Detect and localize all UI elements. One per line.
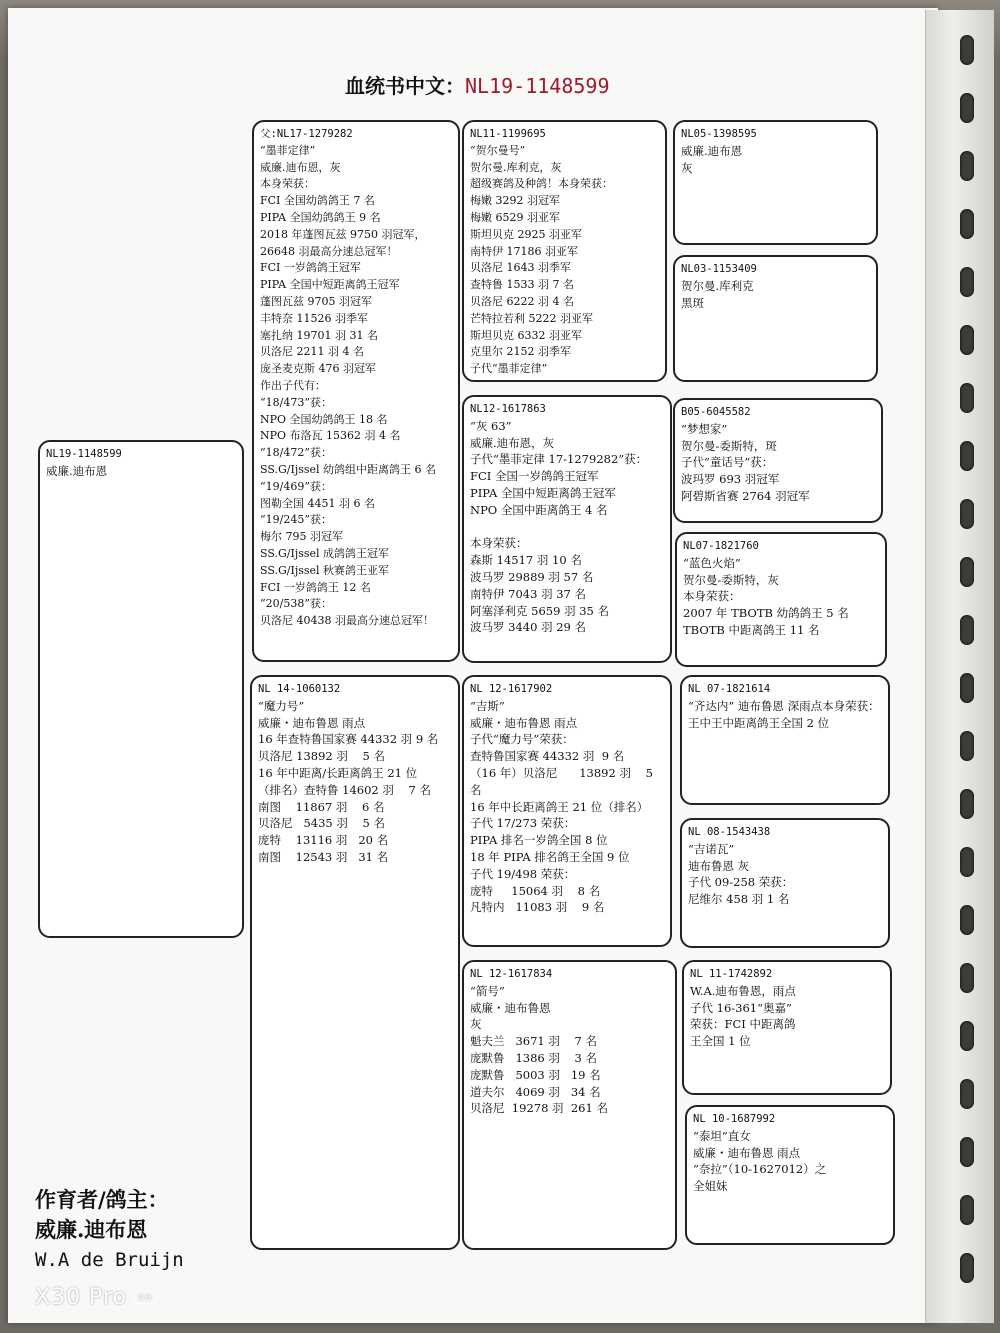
pedigree-line: 威廉.迪布恩，灰 [260, 160, 341, 174]
camera-watermark [35, 1285, 158, 1310]
pedigree-line: 贺尔曼.库利克 [681, 278, 754, 293]
pedigree-line: 贝洛尼 5435 羽 5 名 [258, 816, 385, 831]
pedigree-line: 16 年中长距离鸽王 21 位（排名） [470, 799, 649, 814]
pedigree-line: 蓬图瓦兹 9705 羽冠军 [260, 294, 372, 308]
pedigree-line: 庞圣麦克斯 476 羽冠军 [260, 362, 376, 376]
pedigree-line: “奈拉”（10-1627012）之 [693, 1162, 827, 1177]
pedigree-line: SS.G/Ijssel 幼鸽组中距离鸽王 6 名 [260, 462, 437, 476]
pedigree-line: 丰特奈 11526 羽季军 [260, 311, 368, 325]
camera-model: X30 Pro [35, 1285, 127, 1310]
pedigree-line: 2007 年 TBOTB 幼鸽鸽王 5 名 [683, 606, 849, 621]
binder-hole [960, 151, 974, 181]
network-badge: 5G [133, 1292, 158, 1304]
pedigree-line: 波马罗 3440 羽 29 名 [470, 620, 587, 635]
pedigree-line: TBOTB 中距离鸽王 11 名 [683, 622, 820, 637]
dam-sire-dam-box [680, 818, 890, 948]
pedigree-line: 查特鲁 1533 羽 7 名 [470, 278, 574, 292]
pedigree-line: 贝洛尼 1643 羽季军 [470, 261, 571, 275]
pedigree-line: 子代“魔力号”荣获： [470, 732, 574, 747]
pedigree-line: “墨菲定律” [260, 143, 316, 157]
pedigree-line: 威廉・迪布鲁恩 [470, 1000, 551, 1015]
pedigree-line: （排名）查特鲁 14602 羽 7 名 [258, 782, 431, 797]
pedigree-line: “齐达内” 迪布鲁恩 深雨点本身荣获： [688, 698, 880, 713]
pedigree-line: 阿塞泽利克 5659 羽 35 名 [470, 603, 610, 618]
pedigree-line: 斯坦贝克 6332 羽亚军 [470, 328, 582, 342]
pedigree-line: “泰坦”直女 [693, 1128, 751, 1143]
pedigree-line: NPO 全国幼鸽鸽王 18 名 [260, 412, 388, 426]
binder-hole [960, 963, 974, 993]
binder-hole [960, 673, 974, 703]
pedigree-line: 图勒全国 4451 羽 6 名 [260, 496, 375, 510]
breeder-block [35, 1185, 255, 1275]
pedigree-line: 南图 11867 羽 6 名 [258, 799, 385, 814]
sire-dam-dam-box [675, 532, 887, 667]
pedigree-line: 子代“童话号”获： [681, 455, 774, 470]
pedigree-line: SS.G/Ijssel 秋赛鸽王亚军 [260, 563, 390, 577]
pedigree-line: “梦想家” [681, 421, 728, 436]
dam-sire-box [462, 675, 672, 947]
ring-number: NL 11-1742892 [690, 968, 773, 980]
pedigree-line: 全姐妹 [693, 1179, 728, 1194]
pedigree-line: 梅嫩 6529 羽亚军 [470, 210, 560, 224]
pedigree-line: 阿碧斯省赛 2764 羽冠军 [681, 488, 810, 503]
sire-box [252, 120, 460, 662]
pedigree-line: 威廉.迪布恩 [681, 143, 743, 158]
binder-hole [960, 1195, 974, 1225]
pedigree-line: 子代“墨菲定律 17-1279282”获： [470, 452, 648, 467]
pedigree-line: 塞扎纳 19701 羽 31 名 [260, 328, 378, 342]
binder-hole [960, 35, 974, 65]
pedigree-line: FCI 全国一岁鸽鸽王冠军 [470, 469, 599, 484]
pedigree-line: FCI 一岁鸽鸽王 12 名 [260, 580, 371, 594]
pedigree-line: 南图 12543 羽 31 名 [258, 849, 389, 864]
pedigree-line: 斯坦贝克 2925 羽亚军 [470, 227, 582, 241]
ring-number: NL19-1148599 [46, 448, 122, 460]
pedigree-line: 王中王中距离鸽王全国 2 位 [688, 715, 830, 730]
binder-hole [960, 441, 974, 471]
binder-hole [960, 267, 974, 297]
pedigree-line: 黑斑 [681, 295, 704, 310]
pedigree-line: “19/469”获： [260, 479, 332, 493]
pedigree-line: “箭号” [470, 983, 505, 998]
ring-number: NL05-1398595 [681, 128, 757, 140]
pedigree-line: 子代 16-361“奥嘉” [690, 1000, 792, 1015]
ring-number: 父:NL17-1279282 [260, 128, 353, 140]
pedigree-line: 威廉・迪布鲁恩 雨点 [258, 715, 366, 730]
pedigree-line: FCI 全国幼鸽鸽王 7 名 [260, 194, 375, 208]
pedigree-line: 威廉.迪布恩 [46, 463, 108, 478]
pedigree-line: 贺尔曼.库利克，灰 [470, 160, 562, 174]
pedigree-line: 荣获：FCI 中距离鸽 [690, 1017, 796, 1032]
binder-hole [960, 1137, 974, 1167]
pedigree-line: 威廉・迪布鲁恩 雨点 [693, 1145, 801, 1160]
pedigree-line: “贺尔曼号” [470, 143, 526, 157]
pedigree-line: 灰 [681, 160, 693, 175]
pedigree-line: 子代 09-258 荣获： [688, 875, 794, 890]
ring-number: NL 12-1617902 [470, 683, 553, 695]
breeder-name-latin: W.A de Bruijn [35, 1249, 184, 1271]
sire-sire-box [462, 120, 667, 382]
dam-dam-box [462, 960, 677, 1250]
pedigree-line: “19/245”获： [260, 513, 332, 527]
breeder-label: 作育者/鸽主： [35, 1187, 169, 1212]
pedigree-line: PIPA 全国中短距离鸽王冠军 [470, 485, 616, 500]
pedigree-line: 南特伊 7043 羽 37 名 [470, 586, 587, 601]
binder-hole [960, 1021, 974, 1051]
pedigree-line: “灰 63” [470, 418, 512, 433]
pedigree-line: 查特鲁国家赛 44332 羽 9 名 [470, 749, 625, 764]
pedigree-line: 波玛罗 693 羽冠军 [681, 472, 780, 487]
binder-hole [960, 1253, 974, 1283]
pedigree-line: “18/473”获： [260, 395, 332, 409]
pedigree-line: 18 年 PIPA 排名鸽王全国 9 位 [470, 849, 630, 864]
subject-box [38, 440, 244, 938]
breeder-name-cn: 威廉.迪布恩 [35, 1217, 148, 1242]
binder-hole [960, 383, 974, 413]
ring-number: NL 10-1687992 [693, 1113, 776, 1125]
binder-hole [960, 615, 974, 645]
pedigree-line: PIPA 全国中短距离鸽王冠军 [260, 278, 400, 292]
pedigree-line: FCI 一岁鸽鸽王冠军 [260, 261, 361, 275]
ring-number: NL12-1617863 [470, 403, 546, 415]
ring-number: NL 14-1060132 [258, 683, 341, 695]
binder-hole [960, 325, 974, 355]
pedigree-line: 贺尔曼-委斯特，灰 [683, 572, 779, 587]
pedigree-line: “蓝色火焰” [683, 555, 741, 570]
pedigree-line: 庞特 15064 羽 8 名 [470, 883, 601, 898]
pedigree-line: 本身荣获： [470, 536, 528, 551]
pedigree-line: 作出子代有： [260, 378, 326, 392]
sire-sire-sire-box [673, 120, 878, 245]
pedigree-line: 迪布鲁恩 灰 [688, 858, 750, 873]
binder-hole [960, 93, 974, 123]
pedigree-line: 梅尔 795 羽冠军 [260, 530, 343, 544]
pedigree-line: 克里尔 2152 羽季军 [470, 345, 571, 359]
title-ring-number: NL19-1148599 [465, 74, 610, 98]
pedigree-line: 子代 19/498 荣获： [470, 866, 576, 881]
pedigree-line: 超级赛鸽及种鸽！本身荣获： [470, 177, 613, 191]
pedigree-line: 16 年中距离/长距离鸽王 21 位 [258, 765, 418, 780]
pedigree-line: 波马罗 29889 羽 57 名 [470, 569, 594, 584]
binder-hole [960, 1079, 974, 1109]
sire-sire-dam-box [673, 255, 878, 382]
pedigree-line: SS.G/Ijssel 成鸽鸽王冠军 [260, 546, 390, 560]
pedigree-line: 本身荣获： [260, 177, 315, 191]
pedigree-line: 2018 年蓬图瓦兹 9750 羽冠军， [260, 227, 426, 241]
binder-hole [960, 209, 974, 239]
pedigree-line: “吉诺瓦” [688, 841, 735, 856]
dam-box [250, 675, 460, 1250]
ring-number: NL11-1199695 [470, 128, 546, 140]
binder-hole [960, 731, 974, 761]
pedigree-line: PIPA 全国幼鸽鸽王 9 名 [260, 210, 381, 224]
dam-dam-sire-box [682, 960, 892, 1095]
binder-hole [960, 789, 974, 819]
pedigree-line: “20/538”获： [260, 597, 332, 611]
pedigree-line: 芒特拉若利 5222 羽亚军 [470, 311, 593, 325]
pedigree-line: 南特伊 17186 羽亚军 [470, 244, 578, 258]
pedigree-line: 凡特内 11083 羽 9 名 [470, 900, 605, 915]
pedigree-line: 尼维尔 458 羽 1 名 [688, 892, 790, 907]
pedigree-line: 王全国 1 位 [690, 1034, 751, 1049]
pedigree-line: 贝洛尼 2211 羽 4 名 [260, 345, 364, 359]
pedigree-line: “18/472”获： [260, 446, 332, 460]
pedigree-line: 梅嫩 3292 羽冠军 [470, 194, 560, 208]
pedigree-line: 贺尔曼-委斯特，斑 [681, 438, 777, 453]
pedigree-line: 道夫尔 4069 羽 34 名 [470, 1084, 601, 1099]
pedigree-line: 庞默鲁 1386 羽 3 名 [470, 1050, 597, 1065]
pedigree-line: 魁夫兰 3671 羽 7 名 [470, 1034, 597, 1049]
pedigree-line: 贝洛尼 40438 羽最高分速总冠军！ [260, 614, 434, 628]
dam-sire-sire-box [680, 675, 890, 805]
ring-number: NL 07-1821614 [688, 683, 771, 695]
sire-dam-sire-box [673, 398, 883, 523]
pedigree-line: 26648 羽最高分速总冠军！ [260, 244, 398, 258]
binder-hole [960, 557, 974, 587]
pedigree-line: NPO 布洛瓦 15362 羽 4 名 [260, 429, 401, 443]
pedigree-line: 庞默鲁 5003 羽 19 名 [470, 1067, 601, 1082]
pedigree-line: W.A.迪布鲁恩，雨点 [690, 983, 796, 998]
title-label: 血统书中文： [345, 74, 465, 98]
ring-number: NL 08-1543438 [688, 826, 771, 838]
binder-hole [960, 905, 974, 935]
binder-hole [960, 499, 974, 529]
plastic-sleeve [925, 10, 994, 1323]
pedigree-line: “魔力号” [258, 698, 305, 713]
page-title [345, 70, 745, 100]
pedigree-line: 森斯 14517 羽 10 名 [470, 553, 582, 568]
pedigree-line: （16 年）贝洛尼 13892 羽 5 名 [470, 765, 657, 797]
pedigree-line: 子代 17/273 荣获： [470, 816, 576, 831]
pedigree-line: 本身荣获： [683, 589, 741, 604]
ring-number: NL03-1153409 [681, 263, 757, 275]
pedigree-line: 贝洛尼 6222 羽 4 名 [470, 294, 574, 308]
sire-dam-box [462, 395, 672, 663]
pedigree-line: 贝洛尼 13892 羽 5 名 [258, 749, 385, 764]
pedigree-line: NPO 全国中距离鸽王 4 名 [470, 502, 608, 517]
pedigree-line: 贝洛尼 19278 羽 261 名 [470, 1101, 608, 1116]
ring-number: NL07-1821760 [683, 540, 759, 552]
dam-dam-dam-box [685, 1105, 895, 1245]
pedigree-line: 灰 [470, 1017, 482, 1032]
ring-number: B05-6045582 [681, 406, 751, 418]
ring-number: NL 12-1617834 [470, 968, 553, 980]
pedigree-line: 威廉.迪布恩，灰 [470, 435, 555, 450]
pedigree-line [470, 519, 664, 536]
pedigree-line: PIPA 排名一岁鸽全国 8 位 [470, 833, 608, 848]
pedigree-line: 16 年查特鲁国家赛 44332 羽 9 名 [258, 732, 439, 747]
pedigree-line: 庞特 13116 羽 20 名 [258, 833, 389, 848]
pedigree-line: “吉斯” [470, 698, 505, 713]
pedigree-line: 威廉・迪布鲁恩 雨点 [470, 715, 578, 730]
binder-hole [960, 847, 974, 877]
pedigree-line: 子代“墨菲定律” [470, 362, 548, 376]
